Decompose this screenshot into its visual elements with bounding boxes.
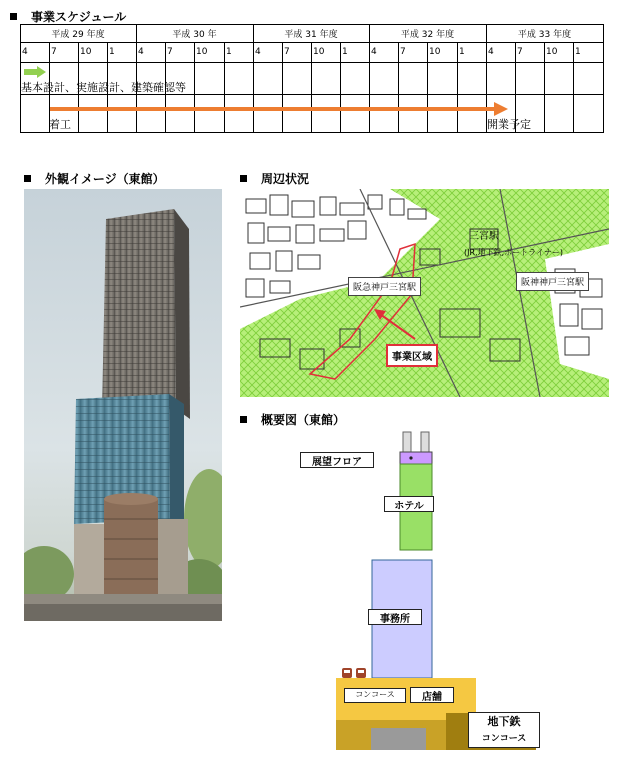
month-header: 7 (167, 47, 173, 57)
overview-heading (240, 411, 345, 428)
table-border (603, 24, 604, 133)
floor-label-observation: 展望フロア (300, 452, 374, 468)
train-icon (342, 668, 366, 678)
map-label-sannomiya-lines: (JR,地下鉄,ポートライナー) (464, 248, 564, 257)
table-border (253, 24, 254, 133)
month-header: 1 (109, 47, 115, 57)
surroundings-heading (240, 170, 309, 187)
building-section-diagram (296, 430, 546, 752)
month-header: 10 (80, 47, 92, 57)
floor-label-concourse: コンコース (344, 688, 406, 703)
bullet-square-icon (240, 175, 247, 182)
schedule-table (20, 24, 604, 133)
subway-label: 地下鉄 (487, 715, 521, 728)
design-arrow-icon (24, 66, 46, 78)
month-header: 1 (342, 47, 348, 57)
floor-label-subway (468, 712, 540, 748)
floor-label-shops: 店舗 (410, 687, 454, 703)
year-header: 平成 33 年度 (517, 30, 572, 40)
month-header: 4 (371, 47, 377, 57)
exterior-heading (24, 170, 165, 187)
subway-concourse-label: コンコース (481, 734, 527, 744)
schedule-heading (10, 8, 126, 25)
overview-title: 概要図（東館） (261, 413, 346, 427)
schedule-title: 事業スケジュール (31, 10, 127, 24)
map-label-project-area: 事業区域 (386, 344, 438, 367)
construction-start-label: 着工 (49, 118, 71, 131)
month-header: 10 (429, 47, 441, 57)
surroundings-title: 周辺状況 (261, 172, 310, 186)
construction-arrow-icon (50, 102, 510, 116)
month-header: 10 (546, 47, 558, 57)
month-header: 4 (138, 47, 144, 57)
year-header: 平成 31 年度 (284, 30, 338, 40)
map-label-hankyu: 阪急神戸三宮駅 (348, 277, 421, 296)
bullet-square-icon (24, 175, 31, 182)
month-header: 7 (400, 47, 406, 57)
month-header: 7 (284, 47, 290, 57)
building-exterior-image (24, 189, 222, 621)
table-border (20, 24, 604, 25)
surroundings-map (240, 189, 609, 397)
month-header: 7 (51, 47, 57, 57)
floor-label-hotel: ホテル (384, 496, 434, 512)
month-header: 1 (459, 47, 465, 57)
month-header: 7 (517, 47, 523, 57)
bullet-square-icon (240, 416, 247, 423)
exterior-title: 外観イメージ（東館） (45, 172, 165, 186)
design-task-label: 基本設計、実施設計、建築確認等 (21, 81, 186, 94)
map-label-hanshin: 阪神神戸三宮駅 (516, 272, 589, 291)
month-header: 1 (226, 47, 232, 57)
month-header: 10 (196, 47, 208, 57)
map-label-sannomiya: 三宮駅 (469, 231, 499, 242)
month-header: 1 (575, 47, 581, 57)
table-border (369, 24, 370, 133)
opening-label: 開業予定 (487, 118, 531, 131)
year-header: 平成 30 年 (172, 30, 217, 40)
year-header: 平成 29 年度 (51, 30, 105, 40)
month-header: 4 (22, 47, 28, 57)
floor-label-office: 事務所 (368, 609, 422, 625)
month-header: 4 (488, 47, 494, 57)
bullet-square-icon (10, 13, 17, 20)
year-header: 平成 32 年度 (400, 30, 455, 40)
month-header: 4 (255, 47, 261, 57)
month-header: 10 (313, 47, 325, 57)
